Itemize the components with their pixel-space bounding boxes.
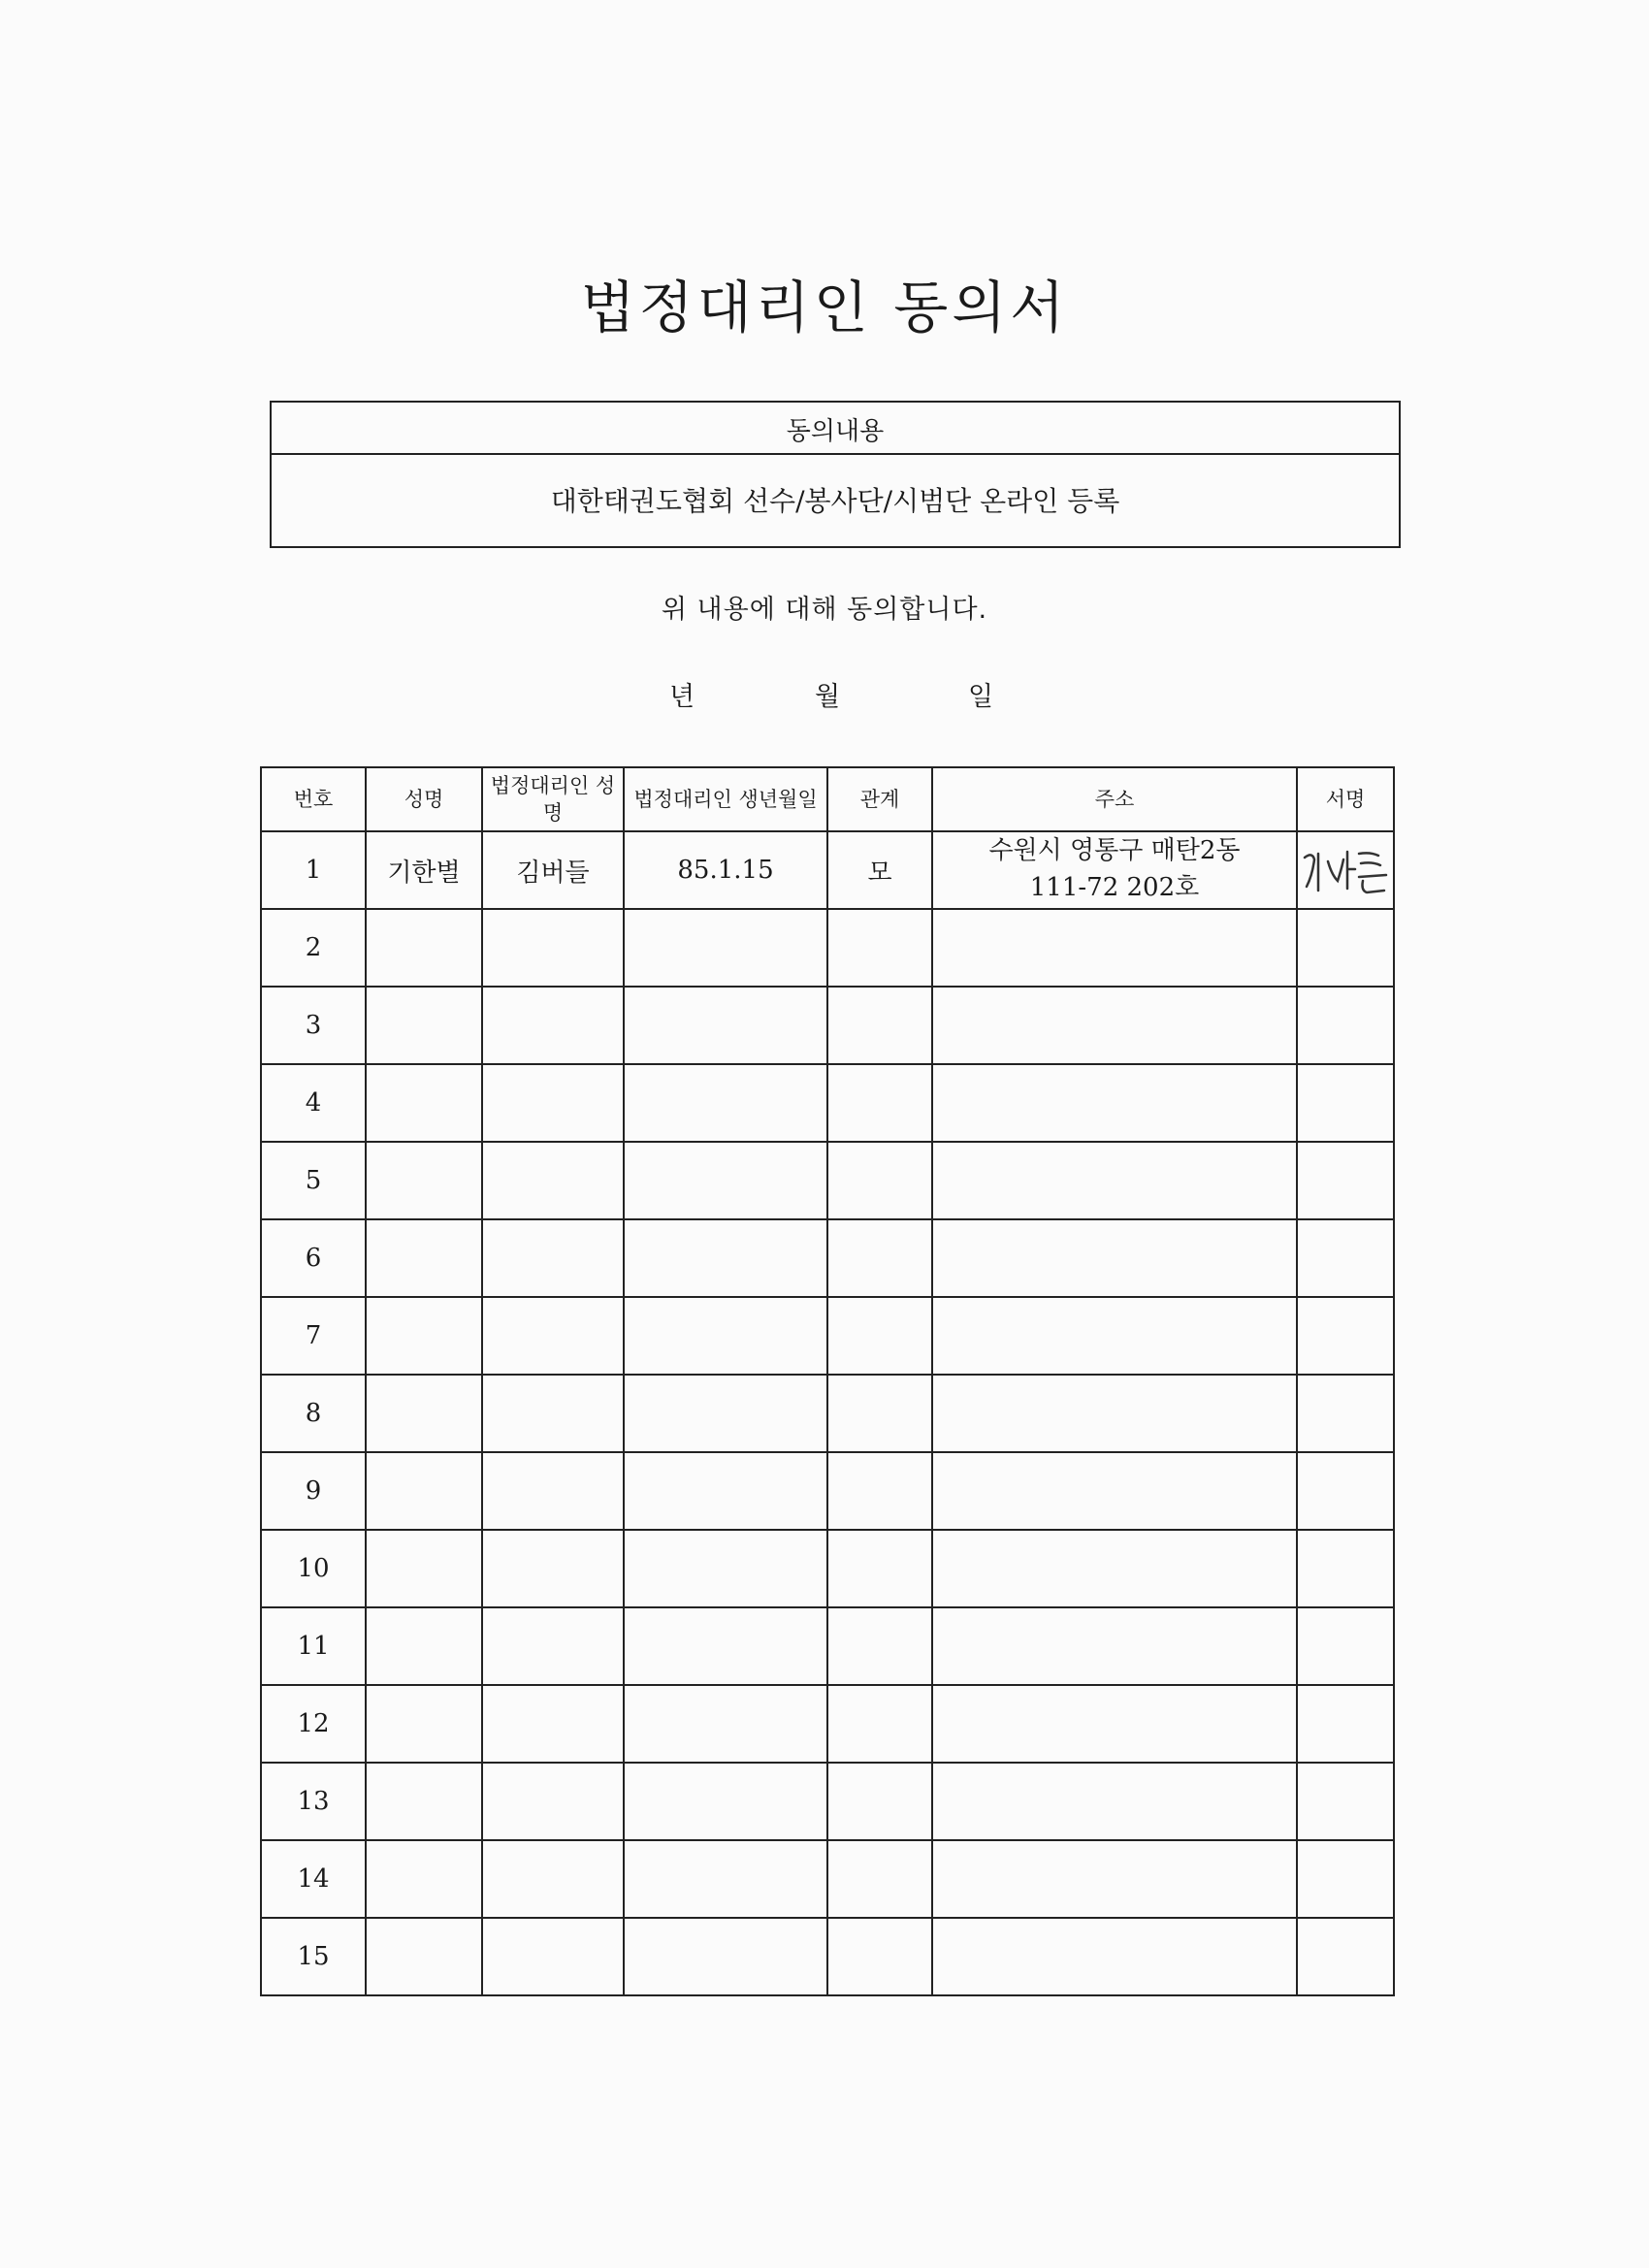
- row-signature[interactable]: [1297, 1064, 1394, 1142]
- row-signature[interactable]: [1297, 1607, 1394, 1685]
- row-name[interactable]: [366, 1763, 482, 1840]
- row-name[interactable]: [366, 1219, 482, 1297]
- header-guardian-birth: 법정대리인 생년월일: [624, 767, 827, 831]
- row-relation[interactable]: [827, 1685, 932, 1763]
- row-name[interactable]: [366, 1685, 482, 1763]
- row-number[interactable]: 14: [261, 1840, 366, 1918]
- table-row: [261, 909, 1394, 987]
- row-address[interactable]: [932, 1297, 1297, 1375]
- row-guardian-name[interactable]: [482, 1685, 624, 1763]
- date-year-label: 년: [669, 682, 695, 712]
- consent-box: [270, 401, 1401, 548]
- row-guardian-name[interactable]: [482, 987, 624, 1064]
- row-name[interactable]: [366, 1918, 482, 1995]
- row-guardian-birth[interactable]: [624, 1763, 827, 1840]
- row-address[interactable]: [932, 1840, 1297, 1918]
- table-row: [261, 1918, 1394, 1995]
- row-relation[interactable]: [827, 1840, 932, 1918]
- table-row: [261, 1530, 1394, 1607]
- row-guardian-birth[interactable]: [624, 987, 827, 1064]
- row-guardian-birth[interactable]: [624, 1142, 827, 1219]
- row-guardian-birth[interactable]: [624, 1918, 827, 1995]
- row-relation[interactable]: 모: [827, 831, 932, 909]
- table-row: [261, 1763, 1394, 1840]
- table-header-row: [261, 767, 1394, 831]
- row-signature[interactable]: [1297, 831, 1394, 909]
- row-guardian-name[interactable]: [482, 1840, 624, 1918]
- table-row: [261, 1375, 1394, 1452]
- row-relation[interactable]: [827, 1064, 932, 1142]
- row-guardian-name[interactable]: [482, 1607, 624, 1685]
- row-guardian-name[interactable]: [482, 1142, 624, 1219]
- row-guardian-birth[interactable]: [624, 1064, 827, 1142]
- row-number[interactable]: 8: [261, 1375, 366, 1452]
- row-number[interactable]: 3: [261, 987, 366, 1064]
- row-relation[interactable]: [827, 1452, 932, 1530]
- row-relation[interactable]: [827, 1763, 932, 1840]
- row-signature[interactable]: [1297, 1763, 1394, 1840]
- row-number[interactable]: 13: [261, 1763, 366, 1840]
- row-signature[interactable]: [1297, 1840, 1394, 1918]
- row-guardian-name[interactable]: 김버들: [482, 831, 624, 909]
- row-name[interactable]: [366, 987, 482, 1064]
- header-signature: 서명: [1297, 767, 1394, 831]
- row-name[interactable]: [366, 1142, 482, 1219]
- row-name[interactable]: 기한별: [366, 831, 482, 909]
- row-guardian-name[interactable]: [482, 1219, 624, 1297]
- agreement-statement: 위 내용에 대해 동의합니다.: [661, 595, 988, 625]
- row-number[interactable]: 11: [261, 1607, 366, 1685]
- table-row: [261, 1219, 1394, 1297]
- row-guardian-name[interactable]: [482, 1375, 624, 1452]
- row-address[interactable]: [932, 909, 1297, 987]
- row-signature[interactable]: [1297, 1452, 1394, 1530]
- row-name[interactable]: [366, 1375, 482, 1452]
- table-row: [261, 987, 1394, 1064]
- table-row: [261, 1685, 1394, 1763]
- row-number[interactable]: 9: [261, 1452, 366, 1530]
- row-signature[interactable]: [1297, 1219, 1394, 1297]
- row-guardian-name[interactable]: [482, 909, 624, 987]
- row-address[interactable]: [932, 1375, 1297, 1452]
- row-signature[interactable]: [1297, 1297, 1394, 1375]
- row-address[interactable]: [932, 1918, 1297, 1995]
- row-guardian-birth[interactable]: [624, 1452, 827, 1530]
- address-line-2: 111-72 202호: [1029, 873, 1200, 902]
- table-row: [261, 1142, 1394, 1219]
- header-address: 주소: [932, 767, 1297, 831]
- row-address[interactable]: [932, 1452, 1297, 1530]
- row-signature[interactable]: [1297, 1142, 1394, 1219]
- row-name[interactable]: [366, 1064, 482, 1142]
- row-number[interactable]: 10: [261, 1530, 366, 1607]
- row-name[interactable]: [366, 1607, 482, 1685]
- row-name[interactable]: [366, 1840, 482, 1918]
- row-number[interactable]: 7: [261, 1297, 366, 1375]
- row-signature[interactable]: [1297, 1685, 1394, 1763]
- row-address[interactable]: [932, 1064, 1297, 1142]
- date-month-label: 월: [815, 682, 841, 712]
- handwritten-signature-icon: [1299, 836, 1392, 904]
- date-day-label: 일: [968, 682, 994, 712]
- row-relation[interactable]: [827, 1530, 932, 1607]
- row-guardian-name[interactable]: [482, 1452, 624, 1530]
- row-number[interactable]: 12: [261, 1685, 366, 1763]
- row-name[interactable]: [366, 1452, 482, 1530]
- row-guardian-birth[interactable]: [624, 909, 827, 987]
- row-guardian-name[interactable]: [482, 1064, 624, 1142]
- row-signature[interactable]: [1297, 1375, 1394, 1452]
- row-address[interactable]: [932, 1685, 1297, 1763]
- row-guardian-birth[interactable]: [624, 1685, 827, 1763]
- row-number[interactable]: 4: [261, 1064, 366, 1142]
- row-name[interactable]: [366, 1297, 482, 1375]
- table-row: [261, 1607, 1394, 1685]
- row-number[interactable]: 5: [261, 1142, 366, 1219]
- header-number: 번호: [261, 767, 366, 831]
- row-guardian-name[interactable]: [482, 1763, 624, 1840]
- row-relation[interactable]: [827, 1219, 932, 1297]
- row-number[interactable]: 15: [261, 1918, 366, 1995]
- row-address[interactable]: [932, 987, 1297, 1064]
- row-name[interactable]: [366, 909, 482, 987]
- row-relation[interactable]: [827, 1297, 932, 1375]
- row-guardian-birth[interactable]: [624, 1840, 827, 1918]
- table-row: [261, 831, 1394, 909]
- row-guardian-birth[interactable]: [624, 1219, 827, 1297]
- row-guardian-name[interactable]: [482, 1918, 624, 1995]
- address-line-1: 수원시 영통구 매탄2동: [988, 836, 1241, 866]
- row-address[interactable]: [932, 1142, 1297, 1219]
- row-relation[interactable]: [827, 1918, 932, 1995]
- consent-content: 대한태권도협회 선수/봉사단/시범단 온라인 등록: [550, 485, 1120, 517]
- row-relation[interactable]: [827, 1142, 932, 1219]
- row-guardian-birth[interactable]: [624, 1607, 827, 1685]
- table-row: [261, 1064, 1394, 1142]
- table-row: [261, 1840, 1394, 1918]
- table-row: [261, 1297, 1394, 1375]
- row-signature[interactable]: [1297, 1530, 1394, 1607]
- row-guardian-name[interactable]: [482, 1297, 624, 1375]
- row-number[interactable]: 1: [261, 831, 366, 909]
- header-relation: 관계: [827, 767, 932, 831]
- row-guardian-birth[interactable]: [624, 1530, 827, 1607]
- guardian-roster-table: [260, 766, 1395, 1996]
- header-name: 성명: [366, 767, 482, 831]
- row-signature[interactable]: [1297, 1918, 1394, 1995]
- row-relation[interactable]: [827, 987, 932, 1064]
- row-guardian-birth[interactable]: 85.1.15: [624, 831, 827, 909]
- table-row: [261, 1452, 1394, 1530]
- row-address[interactable]: [932, 831, 1297, 909]
- consent-heading: 동의내용: [272, 403, 1399, 455]
- row-relation[interactable]: [827, 1375, 932, 1452]
- row-relation[interactable]: [827, 909, 932, 987]
- document-title: 법정대리인 동의서: [580, 275, 1069, 340]
- row-address[interactable]: [932, 1763, 1297, 1840]
- header-guardian-name: 법정대리인 성명: [482, 767, 624, 831]
- row-address[interactable]: [932, 1607, 1297, 1685]
- row-signature[interactable]: [1297, 909, 1394, 987]
- row-number[interactable]: 6: [261, 1219, 366, 1297]
- row-guardian-birth[interactable]: [624, 1297, 827, 1375]
- row-number[interactable]: 2: [261, 909, 366, 987]
- row-relation[interactable]: [827, 1607, 932, 1685]
- row-address[interactable]: [932, 1530, 1297, 1607]
- row-name[interactable]: [366, 1530, 482, 1607]
- row-guardian-birth[interactable]: [624, 1375, 827, 1452]
- row-address[interactable]: [932, 1219, 1297, 1297]
- row-guardian-name[interactable]: [482, 1530, 624, 1607]
- row-signature[interactable]: [1297, 987, 1394, 1064]
